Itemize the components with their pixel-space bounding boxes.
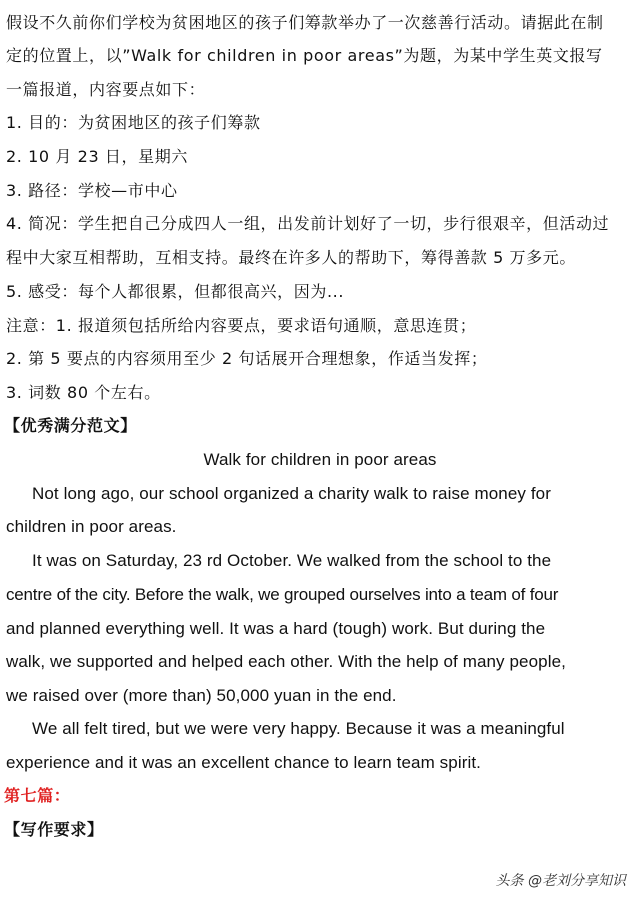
sample-essay-heading: 【优秀满分范文】: [4, 416, 137, 435]
point-purpose: 1. 目的：为贫困地区的孩子们筹款: [6, 113, 261, 132]
essay-line: children in poor areas.: [6, 517, 177, 536]
point-date: 2. 10 月 23 日，星期六: [6, 147, 188, 166]
essay-line: It was on Saturday, 23 rd October. We walked from the school to the: [32, 551, 552, 570]
note-line: 注意：1. 报道须包括所给内容要点，要求语句通顺，意思连贯；: [6, 316, 477, 335]
point-route: 3. 路径：学校—市中心: [6, 181, 178, 200]
next-section-heading: 第七篇：: [4, 786, 71, 805]
watermark: 头条 @老刘分享知识: [495, 873, 626, 889]
prompt-line: 定的位置上，以”Walk for children in poor areas”为题，为某中学生英文报写: [6, 46, 603, 65]
essay-line: walk, we supported and helped each other. With the help of many people,: [6, 652, 566, 671]
note-line: 2. 第 5 要点的内容须用至少 2 句话展开合理想象，作适当发挥；: [6, 349, 488, 368]
essay-line: we raised over (more than) 50,000 yuan in the end.: [6, 686, 397, 705]
point-summary: 4. 简况：学生把自己分成四人一组，出发前计划好了一切，步行很艰辛，但活动过: [6, 214, 610, 233]
essay-line: and planned everything well. It was a hard (tough) work. But during the: [6, 619, 546, 638]
essay-line: We all felt tired, but we were very happy. Because it was a meaningful: [32, 719, 565, 738]
essay-line: centre of the city. Before the walk, we grouped ourselves into a team of four: [6, 585, 559, 604]
requirements-heading: 【写作要求】: [4, 820, 104, 839]
essay-title: Walk for children in poor areas: [203, 450, 437, 469]
essay-line: experience and it was an excellent chance to learn team spirit.: [6, 753, 482, 772]
note-line: 3. 词数 80 个左右。: [6, 383, 161, 402]
essay-line: Not long ago, our school organized a charity walk to raise money for: [32, 484, 551, 503]
prompt-line: 一篇报道，内容要点如下：: [6, 80, 206, 99]
prompt-line: 假设不久前你们学校为贫困地区的孩子们筹款举办了一次慈善行活动。请据此在制: [6, 13, 604, 32]
point-summary-cont: 程中大家互相帮助，互相支持。最终在许多人的帮助下，筹得善款 5 万多元。: [6, 248, 576, 267]
point-feelings: 5. 感受：每个人都很累，但都很高兴，因为...: [6, 282, 345, 301]
